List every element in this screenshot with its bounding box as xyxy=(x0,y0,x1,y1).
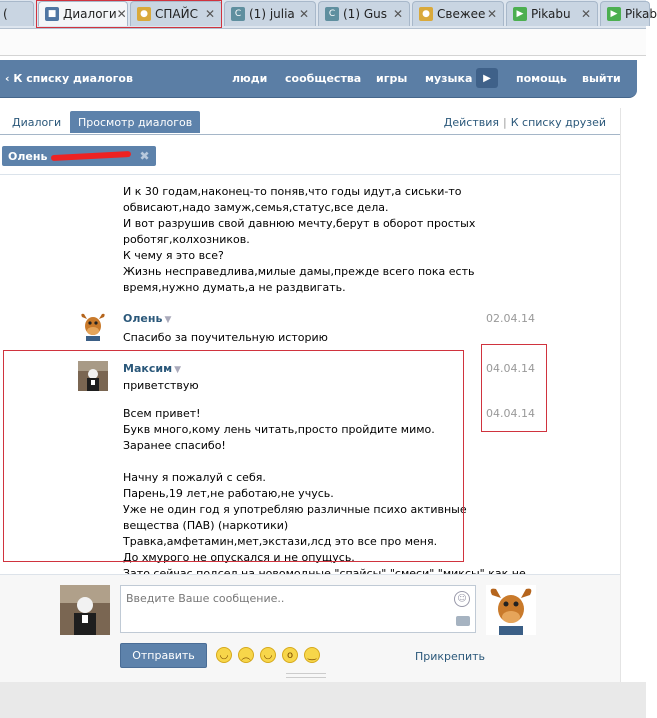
nav-help[interactable]: помощь xyxy=(516,72,567,85)
tab-label: Диалоги xyxy=(63,7,117,21)
play-store-icon: ▶ xyxy=(607,7,621,21)
participant-chip[interactable] xyxy=(2,146,156,166)
scrollbar[interactable] xyxy=(620,108,647,682)
browser-tab[interactable] xyxy=(0,1,34,26)
highlight-box xyxy=(36,0,222,28)
tab-label: Pikab xyxy=(625,7,657,21)
sub-tabs xyxy=(0,108,620,135)
send-button[interactable]: Отправить xyxy=(120,643,207,668)
emoji-shock-icon[interactable]: o xyxy=(282,647,298,663)
highlight-box xyxy=(3,350,464,562)
user-photo-icon xyxy=(60,585,110,635)
camera-icon[interactable] xyxy=(456,616,470,626)
actions-link[interactable]: Действия xyxy=(443,116,500,129)
message-text-line: Уже не один год я употребляю различные психо активные xyxy=(123,503,467,516)
tab-label: Pikabu xyxy=(531,7,571,21)
message-text-line: Спасибо за поучительную историю xyxy=(123,331,328,344)
message-text-line: приветствую xyxy=(123,379,199,392)
vk-icon: C xyxy=(231,7,245,21)
message-history[interactable] xyxy=(0,175,620,574)
browser-tab[interactable] xyxy=(506,1,598,26)
message-text-line: Жизнь несправедлива,милые дамы,прежде всего пока есть xyxy=(123,265,475,278)
message-date: 04.04.14 xyxy=(486,362,535,375)
message-date: 02.04.14 xyxy=(486,312,535,325)
tab-label: ( xyxy=(3,7,8,21)
tab-label: Свежее xyxy=(437,7,486,21)
participant-name: Олень xyxy=(8,149,48,163)
tab-dialogs[interactable]: Диалоги xyxy=(12,115,62,129)
message-text-line: До хмурого не опускался и не опущусь. xyxy=(123,551,355,564)
close-icon[interactable]: ✕ xyxy=(580,7,591,21)
right-links xyxy=(444,116,606,129)
nav-music[interactable]: музыка xyxy=(425,72,473,85)
close-icon[interactable]: ✕ xyxy=(204,7,215,21)
remove-icon[interactable]: ✖ xyxy=(139,149,150,163)
nav-games[interactable]: игры xyxy=(376,72,408,85)
close-icon[interactable]: ✕ xyxy=(486,7,497,21)
message-text-line: Всем привет! xyxy=(123,407,201,420)
browser-tab[interactable] xyxy=(412,1,504,26)
message-placeholder: Введите Ваше сообщение.. xyxy=(126,592,285,605)
tab-label: (1) julia xyxy=(249,7,295,21)
attach-link[interactable]: Прикрепить xyxy=(415,650,486,663)
page-footer xyxy=(0,682,646,718)
message-text-line: К чему я это все? xyxy=(123,249,224,262)
message-text-line: И вот разрушив свой давнюю мечту,берут в оборот простых xyxy=(123,217,476,230)
message-date: 04.04.14 xyxy=(486,407,535,420)
message-icon: ■ xyxy=(45,7,59,21)
message-text-line: вещества (ПАВ) (наркотики) xyxy=(123,519,289,532)
chevron-down-icon: ▼ xyxy=(164,315,172,325)
message-input[interactable] xyxy=(120,585,476,633)
back-link-label: К списку диалогов xyxy=(13,72,133,85)
play-icon[interactable]: ▶ xyxy=(476,68,498,88)
chevron-down-icon: ▼ xyxy=(174,365,181,375)
play-store-icon: ▶ xyxy=(513,7,527,21)
author-name: Олень xyxy=(123,312,163,325)
browser-tab[interactable] xyxy=(224,1,316,26)
redaction-mark xyxy=(51,151,131,161)
back-to-dialogs-link[interactable]: ‹ К списку диалогов xyxy=(5,72,133,85)
message-text-line: время,нужно думать,а не раздвигать. xyxy=(123,281,346,294)
message-text-line: роботяг,колхозников. xyxy=(123,233,250,246)
pikabu-icon: ● xyxy=(419,7,433,21)
address-bar xyxy=(0,29,646,56)
avatar-moose[interactable] xyxy=(78,311,108,341)
emoji-laugh-icon[interactable]: ◡ xyxy=(260,647,276,663)
smile-icon[interactable]: ☺ xyxy=(454,591,470,607)
close-icon[interactable]: ✕ xyxy=(116,7,127,21)
browser-tab[interactable] xyxy=(318,1,410,26)
nav-logout[interactable]: выйти xyxy=(582,72,621,85)
message-text-line: Травка,амфетамин,мет,экстази,лсд это все про меня. xyxy=(123,535,438,548)
emoji-wink-icon[interactable]: ‿ xyxy=(304,647,320,663)
top-navigation xyxy=(0,60,637,98)
highlight-box xyxy=(481,344,547,432)
recipient-avatar[interactable] xyxy=(486,585,536,635)
browser-tab[interactable] xyxy=(600,1,657,26)
emoji-grin-icon[interactable]: ◡ xyxy=(216,647,232,663)
message-text-line: И к 30 годам,наконец-то поняв,что годы идут,а сиськи-то xyxy=(123,185,462,198)
nav-communities[interactable]: сообщества xyxy=(285,72,362,85)
compose-area xyxy=(0,574,620,682)
author-name: Максим xyxy=(123,362,173,375)
close-icon[interactable]: ✕ xyxy=(298,7,309,21)
message-text-line: Букв много,кому лень читать,просто пройдите мимо. xyxy=(123,423,435,436)
friends-link[interactable]: К списку друзей xyxy=(510,116,606,129)
close-icon[interactable]: ✕ xyxy=(392,7,403,21)
my-avatar[interactable] xyxy=(60,585,110,635)
vk-icon: C xyxy=(325,7,339,21)
message-text-line: Парень,19 лет,не работаю,не учусь. xyxy=(123,487,334,500)
pikabu-icon: ● xyxy=(137,7,151,21)
resize-handle[interactable] xyxy=(286,673,326,678)
browser-tab-strip xyxy=(0,0,657,29)
nav-people[interactable]: люди xyxy=(232,72,268,85)
emoji-worried-icon[interactable]: ︵ xyxy=(238,647,254,663)
tab-view-dialogs[interactable]: Просмотр диалогов xyxy=(70,111,200,133)
separator: | xyxy=(503,116,507,129)
moose-icon xyxy=(486,585,536,635)
message-text-line: Заранее спасибо! xyxy=(123,439,226,452)
message-author[interactable] xyxy=(123,312,171,325)
tab-label: СПАЙС xyxy=(155,7,198,21)
message-text-line: обвисают,надо замуж,семья,статус,все дела. xyxy=(123,201,389,214)
moose-icon xyxy=(78,311,108,341)
tab-label: (1) Gus xyxy=(343,7,387,21)
message-text-line: Начну я пожалуй с себя. xyxy=(123,471,266,484)
